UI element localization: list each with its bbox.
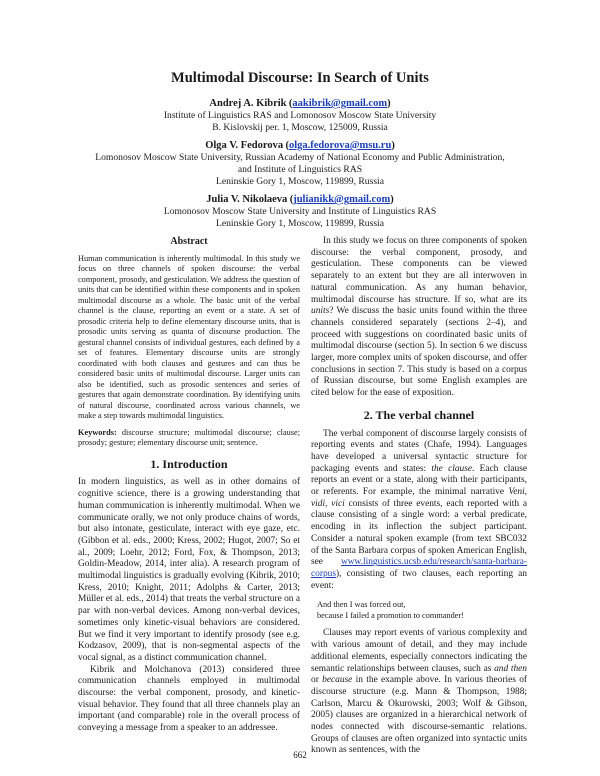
verbal-paragraph-1: The verbal component of discourse largely consists of reporting events and states (Chafe, 1994). Languages have developed a universal syntactic structure for packaging events and states: the clause. Each clause reports an event or a state, along with their participants, or referents. For example, the minimal narrative Veni, vidi, vici consists of three events, each reported with a clause consisting of a single word: a verbal predicate, encoding in its inflection the subject participant. Consider a natural spoken example (from text SBC032 of the Santa Barbara corpus of spoken American English, see www.linguistics.ucsb.edu/research/santa-barbara-corpus), consisting of two clauses, each reporting an event:: [311, 428, 528, 591]
author-name: Julia V. Nikolaeva: [206, 194, 288, 205]
author-3: Julia V. Nikolaeva (julianikk@gmail.com) Lomonosov Moscow State University and Institute of Linguistics RAS Leninskie Gory 1, Moscow, 119899, Russia: [0, 194, 600, 230]
author-1: Andrej A. Kibrik (aakibrik@gmail.com) Institute of Linguistics RAS and Lomonosov Moscow State University B. Kislovskij per. 1, Moscow, 125009, Russia: [0, 98, 600, 134]
keywords-text: discourse structure; multimodal discourse; clause; prosody; gesture; elementary discourse unit; sentence.: [78, 427, 300, 448]
example-block: [317, 599, 527, 621]
example-line: And then I was forced out,: [317, 600, 406, 610]
intro-paragraph-1: In modern linguistics, as well as in other domains of cognitive science, there is a growing understanding that human communication is inherently multimodal. When we communicate orally, we not only produce chains of words, but also intonate, gesticulate, interact with eye gaze, etc. (Gibbon et al. eds., 2000; Kress, 2002; Hugot, 2007; So et al., 2009; Loehr, 2012; Ford, Fox, & Thompson, 2013; Goldin-Meadow, 2014, inter alia). A research program of multimodal linguistics is gradually evolving (Kibrik, 2010; Kress, 2010; Knight, 2011; Adolphs & Carter, 2013; Müller et al. eds., 2014) that treats the verbal structure on a par with non-verbal devices. Among non-verbal devices, sometimes only kinetic-visual behaviors are considered. But we find it very important to identify prosody (see e.g. Kodzasov, 2009), that is non-segmental aspects of the vocal signal, as a distinct communication channel.: [78, 477, 300, 663]
abstract-text: Human communication is inherently multimodal. In this study we focus on three channels of spoken discourse: the verbal component, prosody, and gesticulation. We address the question of units that can be identified within these components and in spoken multimodal discourse as a whole. The basic unit of the verbal channel is the clause, reporting an event or a state. A set of prosodic criteria help to define elementary discourse units, that is prosodic units serving as quanta of discourse production. The gestural channel consists of individual gestures, each defined by a set of features. Elementary discourse units are strongly coordinated with both clauses and gestures and can thus be considered basic units of multimodal discourse. Larger units can also be identified, such as prosodic sentences and series of gestures that again demonstrate coordination. By identifying units of natural discourse, coordinated across various channels, we make a step towards multimodal linguistics.: [78, 253, 300, 421]
affiliation-line: and Institute of Linguistics RAS: [237, 164, 363, 175]
left-column: [78, 236, 300, 735]
keywords: [78, 428, 300, 449]
author-name: Andrej A. Kibrik: [209, 98, 287, 109]
affiliation-line: B. Kislovskij per. 1, Moscow, 125009, Russia: [212, 122, 388, 133]
affiliation-line: Leninskie Gory 1, Moscow, 119899, Russia: [216, 176, 384, 187]
author-name: Olga V. Fedorova: [205, 140, 284, 151]
section-heading-verbal-channel: 2. The verbal channel: [363, 407, 475, 422]
verbal-paragraph-2: Clauses may report events of various complexity and with various amount of detail, and they may include additional elements, especially connectors indicating the semantic relationships between clauses, such as and then or because in the example above. In various theories of discourse structure (e.g. Mann & Thompson, 1988; Carlson, Marcu & Okurowski, 2003; Wolf & Gibson, 2005) clauses are organized in a hierarchical network of nodes connected with discourse-semantic relations. Groups of clauses are often organized into syntactic units known as sentences, with the: [311, 628, 528, 756]
keywords-label: Keywords:: [78, 427, 117, 437]
affiliation-line: Leninskie Gory 1, Moscow, 119899, Russia: [216, 218, 384, 229]
author-email-link[interactable]: olga.fedorova@msu.ru: [288, 140, 392, 151]
right-column: [311, 236, 527, 757]
author-2: Olga V. Fedorova (olga.fedorova@msu.ru) Lomonosov Moscow State University, Russian Academy of National Economy and Public Administration, and Institute of Linguistics RAS Leninskie Gory 1, Moscow, 119899, Russia: [0, 140, 600, 188]
section-heading-introduction: 1. Introduction: [150, 456, 228, 471]
author-email-link[interactable]: julianikk@gmail.com: [293, 194, 391, 205]
example-line: because I failed a promotion to commander!: [317, 611, 464, 621]
abstract-heading: Abstract: [170, 236, 208, 247]
right-paragraph-1: In this study we focus on three components of spoken discourse: the verbal component, prosody, and gesticulation. These components can be viewed separately to an extent but they are all interwoven in natural communication. As any human behavior, multimodal discourse has structure. If so, what are its units? We discuss the basic units found within the three channels considered separately (sections 2–4), and proceed with suggestions on coordinated basic units of multimodal discourse (section 5). In section 6 we discuss larger, more complex units of spoken discourse, and offer conclusions in section 7. This study is based on a corpus of Russian discourse, but some English examples are cited below for the ease of exposition.: [311, 236, 527, 399]
affiliation-line: Lomonosov Moscow State University, Russian Academy of National Economy and Public Administration,: [95, 152, 505, 163]
paper-title: Multimodal Discourse: In Search of Units: [171, 70, 429, 86]
corpus-link[interactable]: www.linguistics.ucsb.edu/research/santa-barbara-corpus: [311, 557, 527, 579]
affiliation-line: Institute of Linguistics RAS and Lomonosov Moscow State University: [163, 110, 437, 121]
intro-paragraph-2: Kibrik and Molchanova (2013) considered three communication channels employed in multimodal discourse: the verbal component, prosody, and kinetic-visual behavior. They found that all three channels play an important (and comparable) role in the overall process of conveying a message from a speaker to an addressee.: [78, 664, 300, 734]
author-email-link[interactable]: aakibrik@gmail.com: [292, 98, 388, 109]
page-number: 662: [293, 750, 307, 760]
affiliation-line: Lomonosov Moscow State University and Institute of Linguistics RAS: [163, 206, 437, 217]
author-list: [0, 98, 600, 236]
